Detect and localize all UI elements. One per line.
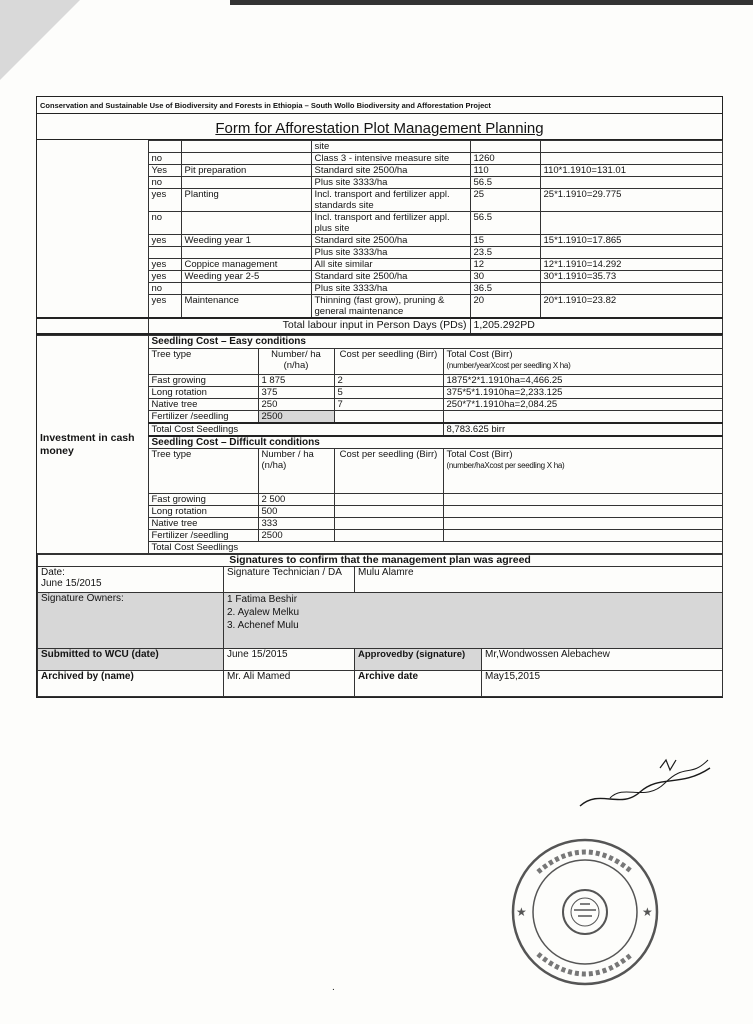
labour-value: 56.5 bbox=[470, 212, 540, 235]
easy-number: 375 bbox=[258, 387, 334, 399]
labour-desc: Standard site 2500/ha bbox=[311, 165, 470, 177]
labour-calc bbox=[540, 153, 722, 165]
investment-label: Investment in cash money bbox=[37, 336, 148, 554]
svg-text:★: ★ bbox=[516, 905, 527, 919]
labour-calc bbox=[540, 283, 722, 295]
easy-col-total-label: Total Cost (Birr) bbox=[446, 349, 513, 360]
labour-value: 36.5 bbox=[470, 283, 540, 295]
labour-value: 30 bbox=[470, 271, 540, 283]
labour-row bbox=[37, 235, 722, 247]
date-value: June 15/2015 bbox=[41, 578, 102, 589]
archive-date-label: Archive date bbox=[355, 671, 482, 697]
difficult-heading: Seedling Cost – Difficult conditions bbox=[148, 436, 722, 449]
diff-col-total-note: (number/haXcost per seedling X ha) bbox=[446, 461, 565, 470]
easy-col-total bbox=[443, 349, 722, 375]
labour-desc: Plus site 3333/ha bbox=[311, 247, 470, 259]
labour-activity: Weeding year 1 bbox=[181, 235, 311, 247]
easy-total: 250*7*1.1910ha=2,084.25 bbox=[443, 399, 722, 411]
svg-text:★: ★ bbox=[642, 905, 653, 919]
easy-col-tree: Tree type bbox=[148, 349, 258, 375]
technician-label: Signature Technician / DA bbox=[224, 567, 355, 593]
easy-total-label: Total Cost Seedlings bbox=[148, 423, 443, 436]
diff-col-tree: Tree type bbox=[148, 449, 258, 494]
submitted-label: Submitted to WCU (date) bbox=[38, 649, 224, 671]
easy-col-total-note: (number/yearXcost per seedling X ha) bbox=[446, 361, 571, 370]
labour-value: 110 bbox=[470, 165, 540, 177]
diff-col-total bbox=[443, 449, 722, 494]
submitted-value: June 15/2015 bbox=[224, 649, 355, 671]
scan-speck: . bbox=[332, 982, 335, 993]
labour-flag bbox=[148, 141, 181, 153]
easy-total-value: 8,783.625 birr bbox=[443, 423, 722, 436]
difficult-total-label: Total Cost Seedlings bbox=[148, 542, 722, 554]
easy-type: Fertilizer /seedling bbox=[148, 411, 258, 424]
labour-value bbox=[470, 141, 540, 153]
labour-desc: All site similar bbox=[311, 259, 470, 271]
labour-flag: yes bbox=[148, 295, 181, 319]
labour-desc: Incl. transport and fertilizer appl. standards site bbox=[311, 189, 470, 212]
labour-value: 12 bbox=[470, 259, 540, 271]
left-blank-cell bbox=[37, 141, 148, 153]
labour-activity: Coppice management bbox=[181, 259, 311, 271]
owner-name: 2. Ayalew Melku bbox=[227, 607, 300, 618]
labour-row bbox=[37, 153, 722, 165]
labour-flag: yes bbox=[148, 259, 181, 271]
diff-col-cost: Cost per seedling (Birr) bbox=[334, 449, 443, 494]
labour-flag: no bbox=[148, 177, 181, 189]
labour-value: 1260 bbox=[470, 153, 540, 165]
diff-number: 500 bbox=[258, 506, 334, 518]
labour-calc bbox=[540, 141, 722, 153]
labour-calc: 25*1.1910=29.775 bbox=[540, 189, 722, 212]
labour-row bbox=[37, 177, 722, 189]
labour-activity bbox=[181, 212, 311, 235]
labour-flag: no bbox=[148, 212, 181, 235]
labour-row bbox=[37, 189, 722, 212]
labour-activity bbox=[181, 177, 311, 189]
form-title: Form for Afforestation Plot Management Planning bbox=[37, 114, 722, 140]
labour-value: 20 bbox=[470, 295, 540, 319]
easy-number: 2500 bbox=[258, 411, 334, 424]
left-blank-cell bbox=[37, 283, 148, 295]
labour-flag: no bbox=[148, 283, 181, 295]
labour-activity: Weeding year 2-5 bbox=[181, 271, 311, 283]
approver-signature-scribble bbox=[570, 748, 720, 818]
easy-col-cost: Cost per seedling (Birr) bbox=[334, 349, 443, 375]
labour-desc: Standard site 2500/ha bbox=[311, 271, 470, 283]
easy-type: Native tree bbox=[148, 399, 258, 411]
archived-label: Archived by (name) bbox=[38, 671, 224, 697]
diff-number: 2500 bbox=[258, 530, 334, 542]
owner-name: 1 Fatima Beshir bbox=[227, 594, 298, 605]
labour-row bbox=[37, 141, 722, 153]
left-blank-cell bbox=[37, 259, 148, 271]
labour-row bbox=[37, 259, 722, 271]
left-blank-cell bbox=[37, 235, 148, 247]
owners-label: Signature Owners: bbox=[38, 593, 224, 649]
labour-desc: Incl. transport and fertilizer appl. plus site bbox=[311, 212, 470, 235]
diff-number: 2 500 bbox=[258, 494, 334, 506]
left-blank-cell bbox=[37, 165, 148, 177]
labour-flag: yes bbox=[148, 235, 181, 247]
owner-name: 3. Achenef Mulu bbox=[227, 620, 299, 631]
left-blank-cell bbox=[37, 177, 148, 189]
labour-activity: Planting bbox=[181, 189, 311, 212]
scan-top-edge bbox=[230, 0, 753, 5]
easy-cost bbox=[334, 411, 443, 424]
date-label: Date: bbox=[41, 567, 65, 578]
labour-desc: Thinning (fast grow), pruning & general maintenance bbox=[311, 295, 470, 319]
left-blank-cell bbox=[37, 247, 148, 259]
labour-activity bbox=[181, 283, 311, 295]
easy-col-number: Number/ ha (n/ha) bbox=[258, 349, 334, 375]
easy-total bbox=[443, 411, 722, 424]
investment-table bbox=[37, 335, 723, 554]
labour-row bbox=[37, 165, 722, 177]
labour-value: 23.5 bbox=[470, 247, 540, 259]
diff-type: Fast growing bbox=[148, 494, 258, 506]
labour-value: 56.5 bbox=[470, 177, 540, 189]
date-cell bbox=[38, 567, 224, 593]
easy-type: Long rotation bbox=[148, 387, 258, 399]
labour-row bbox=[37, 247, 722, 259]
labour-calc bbox=[540, 247, 722, 259]
archived-value: Mr. Ali Mamed bbox=[224, 671, 355, 697]
easy-number: 250 bbox=[258, 399, 334, 411]
left-blank-cell bbox=[37, 189, 148, 212]
signatures-heading: Signatures to confirm that the management plan was agreed bbox=[38, 555, 723, 567]
labour-desc: Plus site 3333/ha bbox=[311, 177, 470, 189]
labour-flag: yes bbox=[148, 189, 181, 212]
easy-heading: Seedling Cost – Easy conditions bbox=[148, 336, 722, 349]
diff-col-number: Number / ha (n/ha) bbox=[258, 449, 334, 494]
archive-date-value: May15,2015 bbox=[482, 671, 723, 697]
labour-desc: Plus site 3333/ha bbox=[311, 283, 470, 295]
approved-label: Approvedby (signature) bbox=[355, 649, 482, 671]
labour-flag: Yes bbox=[148, 165, 181, 177]
official-stamp-seal bbox=[508, 832, 662, 992]
labour-activity: Pit preparation bbox=[181, 165, 311, 177]
left-blank-cell bbox=[37, 295, 148, 319]
easy-cost: 2 bbox=[334, 375, 443, 387]
diff-type: Long rotation bbox=[148, 506, 258, 518]
labour-desc: Class 3 - intensive measure site bbox=[311, 153, 470, 165]
easy-cost: 7 bbox=[334, 399, 443, 411]
labour-flag: yes bbox=[148, 271, 181, 283]
easy-number: 1 875 bbox=[258, 375, 334, 387]
left-blank-cell bbox=[37, 153, 148, 165]
labour-activity bbox=[181, 153, 311, 165]
labour-activity: Maintenance bbox=[181, 295, 311, 319]
labour-calc bbox=[540, 177, 722, 189]
diff-col-total-label: Total Cost (Birr) bbox=[446, 449, 513, 460]
labour-calc bbox=[540, 212, 722, 235]
left-blank-cell bbox=[37, 271, 148, 283]
easy-type: Fast growing bbox=[148, 375, 258, 387]
labour-total-value: 1,205.292PD bbox=[470, 318, 722, 334]
labour-value: 15 bbox=[470, 235, 540, 247]
labour-flag: no bbox=[148, 153, 181, 165]
page-fold-corner bbox=[0, 0, 80, 80]
labour-flag bbox=[148, 247, 181, 259]
technician-value: Mulu Alamre bbox=[355, 567, 723, 593]
diff-type: Fertilizer /seedling bbox=[148, 530, 258, 542]
labour-row bbox=[37, 283, 722, 295]
labour-calc: 30*1.1910=35.73 bbox=[540, 271, 722, 283]
labour-activity bbox=[181, 141, 311, 153]
labour-row bbox=[37, 271, 722, 283]
labour-row bbox=[37, 212, 722, 235]
easy-total: 1875*2*1.1910ha=4,466.25 bbox=[443, 375, 722, 387]
easy-cost: 5 bbox=[334, 387, 443, 399]
labour-desc: Standard site 2500/ha bbox=[311, 235, 470, 247]
left-blank-cell bbox=[37, 212, 148, 235]
owners-list bbox=[224, 593, 723, 649]
easy-total: 375*5*1.1910ha=2,233.125 bbox=[443, 387, 722, 399]
signature-table bbox=[37, 554, 723, 697]
afforestation-form bbox=[36, 96, 723, 698]
labour-row bbox=[37, 295, 722, 319]
labour-table bbox=[37, 140, 723, 335]
labour-calc: 20*1.1910=23.82 bbox=[540, 295, 722, 319]
labour-calc: 15*1.1910=17.865 bbox=[540, 235, 722, 247]
diff-type: Native tree bbox=[148, 518, 258, 530]
labour-value: 25 bbox=[470, 189, 540, 212]
labour-calc: 110*1.1910=131.01 bbox=[540, 165, 722, 177]
diff-number: 333 bbox=[258, 518, 334, 530]
labour-desc: site bbox=[311, 141, 470, 153]
project-header: Conservation and Sustainable Use of Biodiversity and Forests in Ethiopia – South Wollo Biodiversity and Afforestation Project bbox=[37, 97, 722, 114]
approved-value: Mr,Wondwossen Alebachew bbox=[482, 649, 723, 671]
labour-activity bbox=[181, 247, 311, 259]
labour-total-label: Total labour input in Person Days (PDs) bbox=[148, 318, 470, 334]
labour-calc: 12*1.1910=14.292 bbox=[540, 259, 722, 271]
